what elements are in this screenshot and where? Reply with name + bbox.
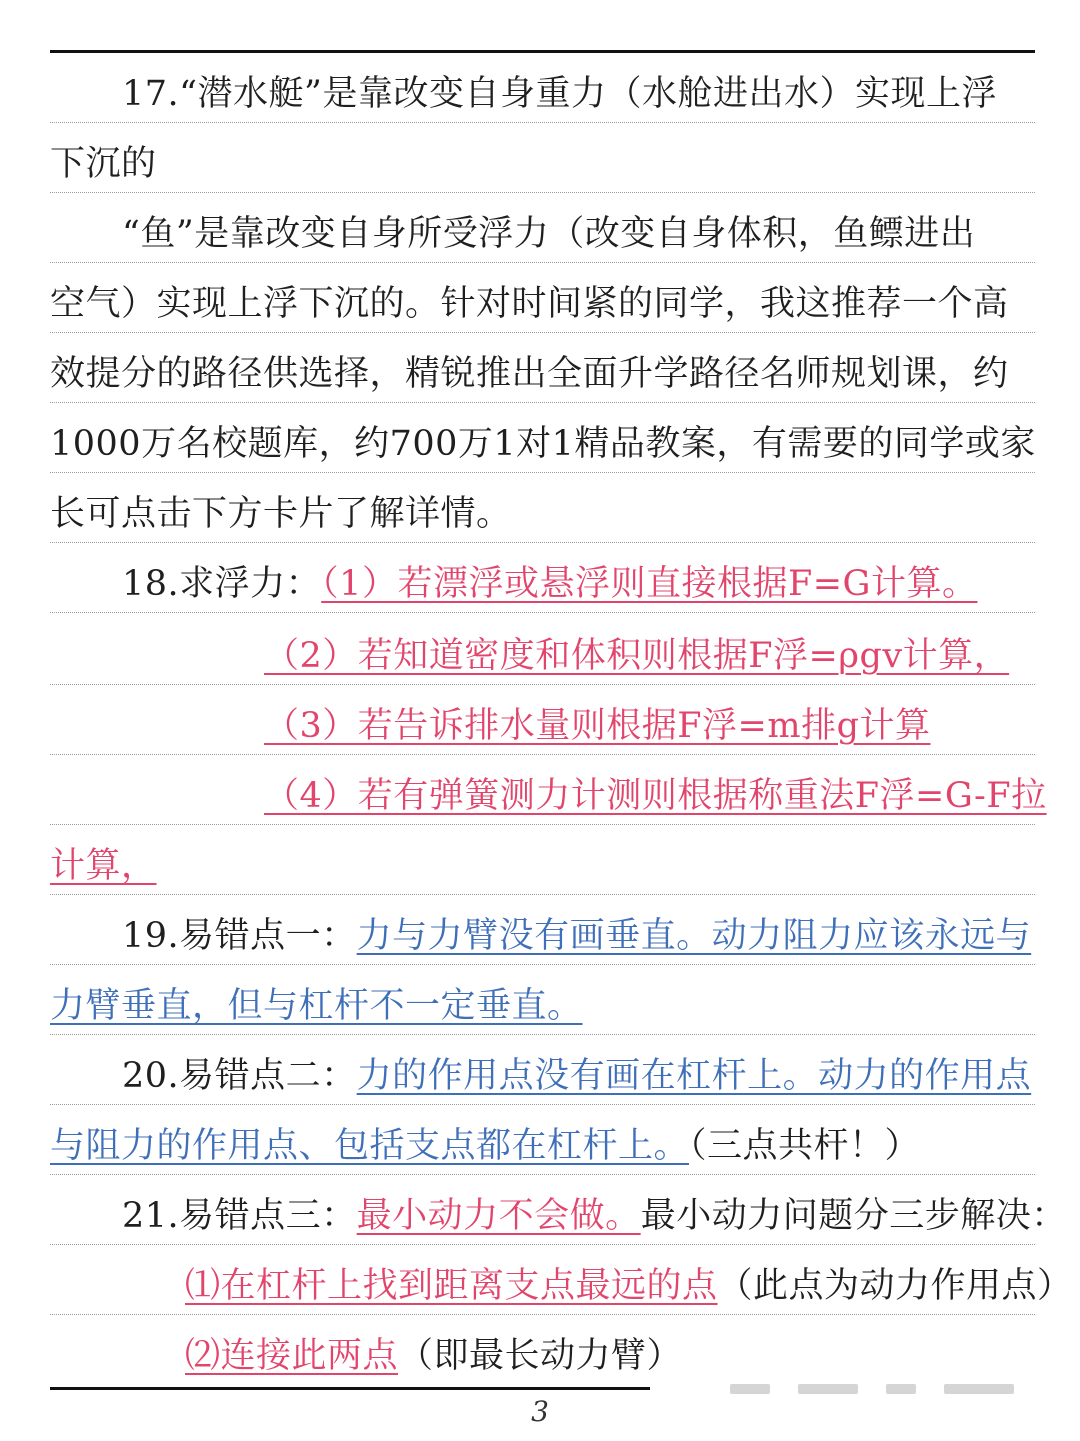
q17-line-5: 效提分的路径供选择，精锐推出全面升学路径名师规划课，约 [50,354,1009,394]
q17-line-7: 长可点击下方卡片了解详情。 [50,494,512,534]
q20-note: （三点共杆！） [689,1126,921,1166]
q18-label: 18.求浮力： [122,564,322,604]
bottom-rule [50,1387,650,1390]
q17-line-1: 17.“潜水艇”是靠改变自身重力（水舱进出水）实现上浮 [122,74,997,114]
q21-step-2-note: （即最长动力臂） [398,1336,683,1376]
q21-text-1b: 最小动力问题分三步解决： [640,1196,1067,1236]
q20-line-2 [50,1116,1035,1176]
q20-line-1 [50,1046,1035,1106]
q18-line-1 [50,554,1035,614]
q21-step-1: ⑴在杠杆上找到距离支点最远的点 [185,1266,718,1306]
q20-label: 20.易错点二： [122,1056,357,1096]
q18-line-2 [50,626,1035,686]
q21-line-2 [50,1256,1073,1316]
q18-line-3 [50,696,1035,756]
watermark-mark [944,1384,1014,1394]
watermark-mark [730,1384,770,1394]
q19-label: 19.易错点一： [122,916,357,956]
q21-text-1: 最小动力不会做。 [356,1196,641,1236]
q19-text-1: 力与力臂没有画垂直。动力阻力应该永远与 [356,916,1032,956]
q18-line-5 [50,836,1035,896]
q21-line-3 [50,1326,1035,1386]
q20-text-2: 与阻力的作用点、包括支点都在杠杆上。 [50,1126,690,1166]
q19-text-2: 力臂垂直，但与杠杆不一定垂直。 [50,986,583,1026]
q18-item-1: （1）若漂浮或悬浮则直接根据F=G计算。 [321,564,978,604]
q18-item-3: （3）若告诉排水量则根据F浮=m排g计算 [264,706,931,746]
q20-text-1: 力的作用点没有画在杠杆上。动力的作用点 [356,1056,1032,1096]
q21-label: 21.易错点三： [122,1196,357,1236]
page-number: 3 [531,1395,549,1428]
q21-step-2: ⑵连接此两点 [185,1336,399,1376]
watermark-mark [798,1384,858,1394]
q21-step-1-note: （此点为动力作用点） [717,1266,1073,1306]
q18-item-4-cont: 计算， [50,846,157,886]
q21-line-1 [50,1186,1067,1246]
q19-line-1 [50,906,1035,966]
q18-line-4 [50,766,1047,826]
watermark-mark [886,1384,916,1394]
q17-line-6: 1000万名校题库，约700万1对1精品教案，有需要的同学或家 [50,424,1036,464]
q18-item-4: （4）若有弹簧测力计测则根据称重法F浮=G-F拉 [264,776,1047,816]
q18-item-2: （2）若知道密度和体积则根据F浮=ρgv计算， [264,636,1010,676]
top-rule [50,50,1035,53]
q19-line-2 [50,976,1035,1036]
q17-line-2: 下沉的 [50,144,157,184]
q17-line-4: 空气）实现上浮下沉的。针对时间紧的同学，我这推荐一个高 [50,284,1009,324]
q17-line-3: “鱼”是靠改变自身所受浮力（改变自身体积，鱼鳔进出 [122,214,976,254]
